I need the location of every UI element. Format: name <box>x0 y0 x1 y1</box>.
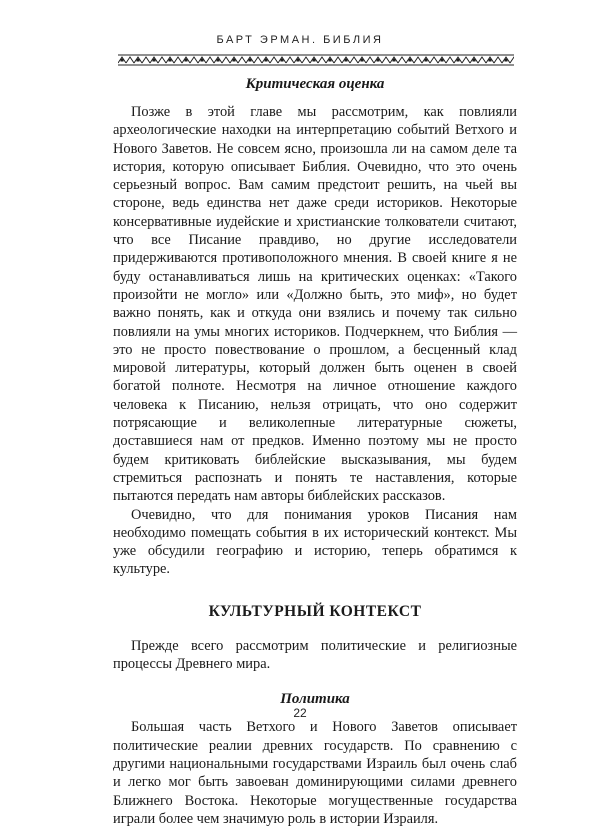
running-head: БАРТ ЭРМАН. БИБЛИЯ <box>216 34 384 46</box>
paragraph-cultural-1: Прежде всего рассмотрим политические и религиозные процессы Древнего мира. <box>113 637 517 673</box>
paragraph-critical-2: Очевидно, что для понимания уроков Писания нам необходимо помещать события в их исторический контекст. Мы уже обсудили географию и историю, теперь обратимся к культуре. <box>113 506 517 578</box>
section-heading-cultural-context: КУЛЬТУРНЫЙ КОНТЕКСТ <box>208 602 422 620</box>
ornament-divider-icon <box>118 54 514 66</box>
subheading-politics: Политика <box>280 691 350 708</box>
subheading-critical-assessment: Критическая оценка <box>245 76 385 92</box>
paragraph-critical-1: Позже в этой главе мы рассмотрим, как повлияли археологические находки на интерпретацию событий Ветхого и Нового Заветов. Не совсем ясно, произошла ли на самом деле та история, которую описывает Библия. Очевидно, что это очень серьезный вопрос. Вам самим предстоит решить, на чьей вы стороне, ведь единства нет даже среди историков. Некоторые консервативные иудейские и христианские толкователи считают, что все Писание правдиво, но другие исследователи придерживаются противоположного мнения. В своей книге я не буду останавливаться лишь на критических оценках: «Такого произойти не могло» или «Должно быть, это миф», но будет важно понять, как и откуда они взялись и почему так сильно повлияли на умы многих историков. Подчеркнем, что Библия — это не просто повествование о прошлом, а бесценный клад мировой литературы, который должен быть оценен в своей богатой полноте. Несмотря на личное отношение каждого человека к Писанию, нельзя отрицать, что оно содержит потрясающие и великолепные литературные сюжеты, доставшиеся нам от предков. Именно поэтому мы не просто будем критиковать библейские высказывания, мы будем стремиться распознать и понять те наставления, которые пытаются передать нам авторы библейских рассказов. <box>113 104 517 505</box>
paragraph-politics-1: Большая часть Ветхого и Нового Заветов описывает политические реалии древних государств. По сравнению с другими национальными государствами Израиль был очень слаб и легко мог быть завоеван доминирующими силами древнего Ближнего Востока. Некоторые могущественные государства играли более чем значимую роль в истории Израиля. <box>113 719 517 827</box>
page-number: 22 <box>293 706 307 720</box>
